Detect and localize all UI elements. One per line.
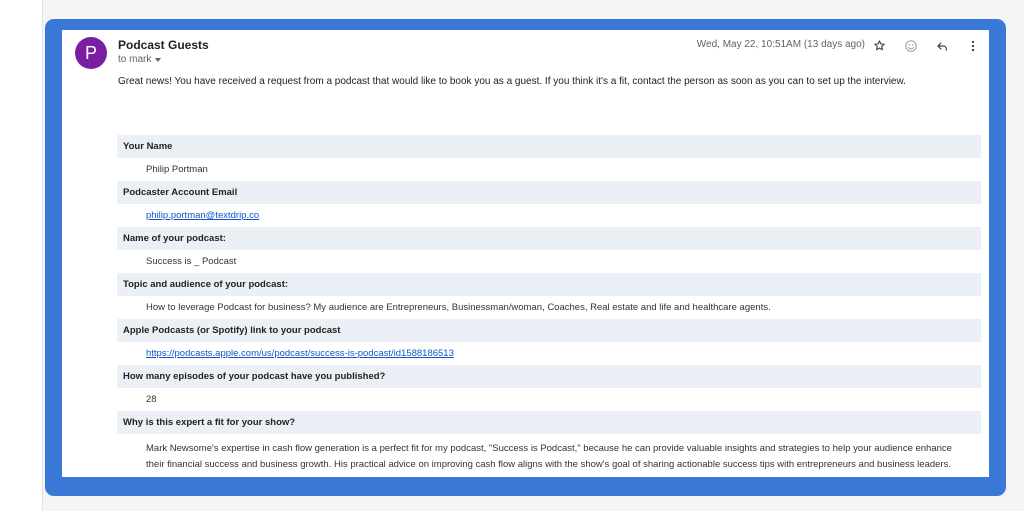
message-toolbar xyxy=(869,35,983,56)
emoji-icon xyxy=(904,39,918,53)
field-value-topic-audience: How to leverage Podcast for business? My audience are Entrepreneurs, Businessman/woman, Coaches, Real estate and life and healthcare agents. xyxy=(117,296,981,319)
field-label-expert-fit: Why is this expert a fit for your show? xyxy=(117,411,981,434)
email-message xyxy=(62,30,989,477)
sender-avatar[interactable]: P xyxy=(75,37,107,69)
field-value-your-name: Philip Portman xyxy=(117,158,981,181)
star-button[interactable] xyxy=(869,35,890,56)
chevron-down-icon[interactable] xyxy=(155,58,161,62)
field-label-podcast-name: Name of your podcast: xyxy=(117,227,981,250)
star-icon xyxy=(873,39,886,52)
field-label-episodes: How many episodes of your podcast have you published? xyxy=(117,365,981,388)
field-label-your-name: Your Name xyxy=(117,135,981,158)
recipient-label: to mark xyxy=(118,54,152,65)
field-value-episodes: 28 xyxy=(117,388,981,411)
email-intro: Great news! You have received a request from a podcast that would like to book you as a guest. If you think it's a fit, contact the person as soon as you can to set up the interview. xyxy=(118,76,906,87)
sender-name[interactable]: Podcast Guests xyxy=(118,38,209,52)
field-label-account-email: Podcaster Account Email xyxy=(117,181,981,204)
field-value-podcast-link xyxy=(117,342,981,365)
request-details-table xyxy=(117,135,981,477)
field-label-topic-audience: Topic and audience of your podcast: xyxy=(117,273,981,296)
more-vert-icon xyxy=(970,39,976,53)
field-value-expert-fit: Mark Newsome's expertise in cash flow generation is a perfect fit for my podcast, "Success is Podcast," because he can provide valuable insights and strategies to help your audience enhance their financial success and business growth. His practical advice on improving cash flow aligns with the show's goal of sharing actionable success tips with entrepreneurs and business leaders. xyxy=(117,434,981,477)
field-value-account-email xyxy=(117,204,981,227)
email-date: Wed, May 22, 10:51AM (13 days ago) xyxy=(696,39,865,50)
field-value-podcast-name: Success is _ Podcast xyxy=(117,250,981,273)
field-label-podcast-link: Apple Podcasts (or Spotify) link to your podcast xyxy=(117,319,981,342)
emoji-reaction-button[interactable] xyxy=(900,35,921,56)
email-link[interactable]: philip.portman@textdrip.co xyxy=(146,210,260,221)
reply-icon xyxy=(935,39,949,53)
recipient-line[interactable] xyxy=(118,54,161,65)
more-options-button[interactable] xyxy=(962,35,983,56)
podcast-link[interactable]: https://podcasts.apple.com/us/podcast/success-is-podcast/id1588186513 xyxy=(146,348,454,359)
reply-button[interactable] xyxy=(931,35,952,56)
